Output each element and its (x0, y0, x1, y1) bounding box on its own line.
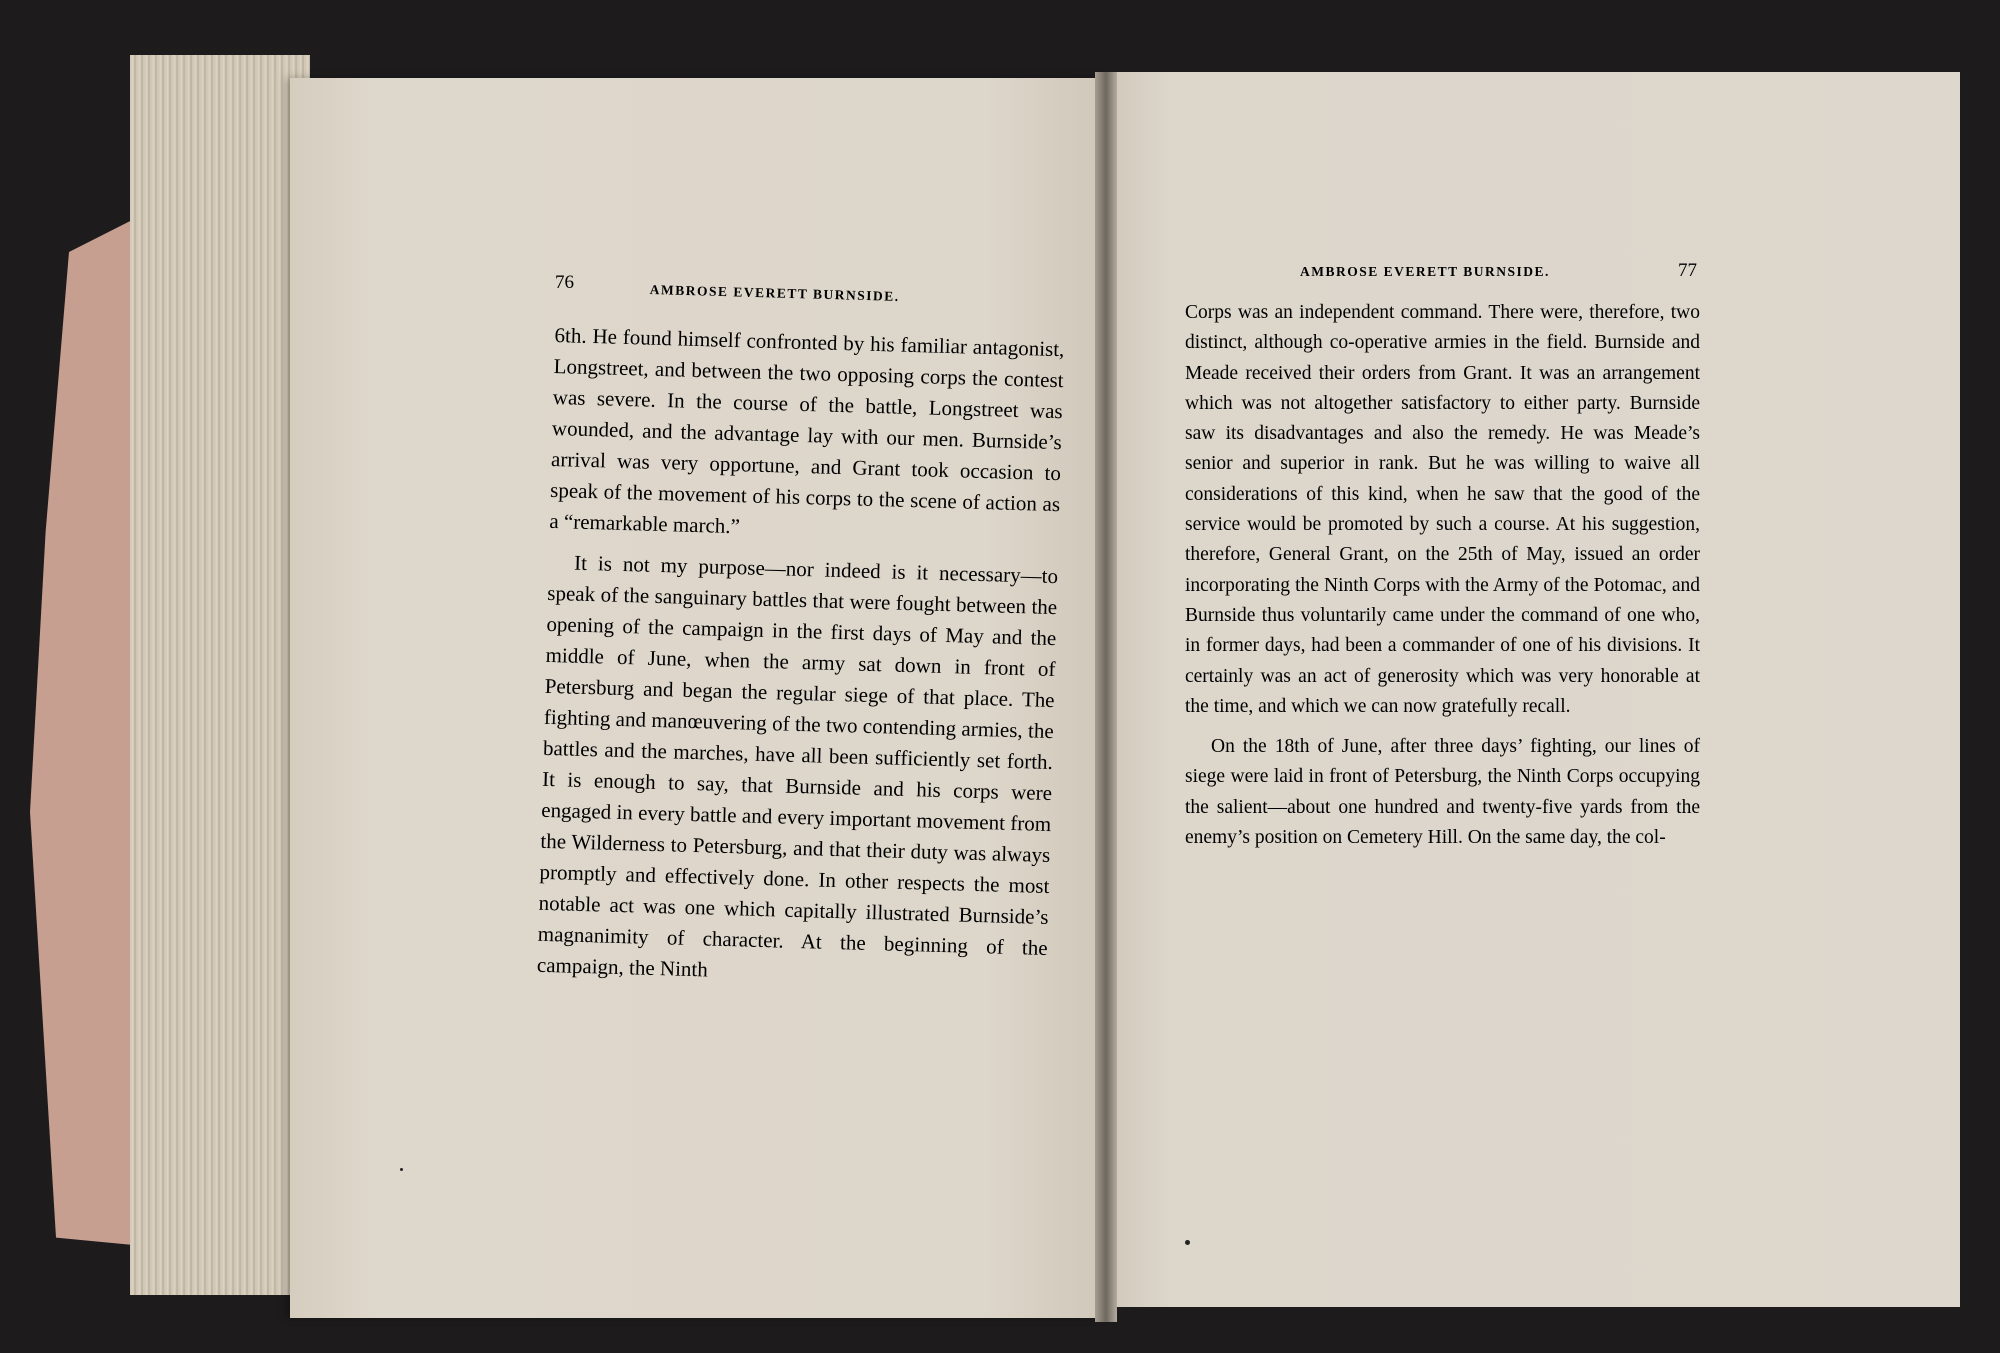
ink-speck (400, 1168, 403, 1171)
left-page-text (537, 320, 1065, 995)
left-paragraph-2: It is not my purpose—nor indeed is it necessary—to speak of the sanguinary battles that were fought between the opening of the campaign in the first days of May and the middle of June, when the army sat down in front of Petersburg and began the regular siege of that place. The fighting and manœuvering of the two contending armies, the battles and the marches, have all been sufficiently set forth. It is enough to say, that Burnside and his corps were engaged in every battle and every important movement from the Wilderness to Petersburg, and that their duty was always promptly and effectively done. In other respects the most notable act was one which capitally illustrated Burnside’s magnanimity of character. At the beginning of the campaign, the Ninth (536, 550, 1059, 982)
right-paragraph-2: On the 18th of June, after three days’ fighting, our lines of siege were laid in front of Petersburg, the Ninth Corps occupying the salient—about one hundred and twenty-five yards from the enemy’s position on Cemetery Hill. On the same day, the col- (1185, 736, 1700, 849)
left-page-number: 76 (555, 272, 574, 293)
page-stack (130, 55, 310, 1295)
ink-speck (1185, 1240, 1190, 1245)
left-paragraph-1: 6th. He found himself confronted by his familiar antagonist, Longstreet, and between the two opposing corps the contest was severe. In the course of the battle, Longstreet was wounded, and the advantage lay with our men. Burnside’s arrival was very opportune, and Grant took occasion to speak of the movement of his corps to the scene of action as a “remarkable march.” (549, 322, 1065, 539)
right-paragraph-1: Corps was an independent command. There were, therefore, two distinct, although co-operative armies in the field. Burnside and Meade received their orders from Grant. It was an arrangement which was not altogether satisfactory to either party. Burnside saw its disadvantages and also the remedy. He was Meade’s senior and superior in rank. But he was willing to waive all considerations of this kind, when he saw that the good of the service would be promoted by such a course. At his suggestion, therefore, General Grant, on the 25th of May, issued an order incorporating the Ninth Corps with the Army of the Potomac, and Burnside thus voluntarily came under the command of one who, in former days, had been a commander of one of his divisions. It certainly was an act of generosity which was very honorable at the time, and which we can now gratefully recall. (1185, 302, 1700, 717)
right-running-head: AMBROSE EVERETT BURNSIDE. (1300, 264, 1550, 279)
book-gutter (1095, 72, 1117, 1322)
right-page-text (1185, 298, 1700, 853)
right-page-number: 77 (1678, 260, 1697, 281)
left-running-head: AMBROSE EVERETT BURNSIDE. (649, 282, 900, 304)
